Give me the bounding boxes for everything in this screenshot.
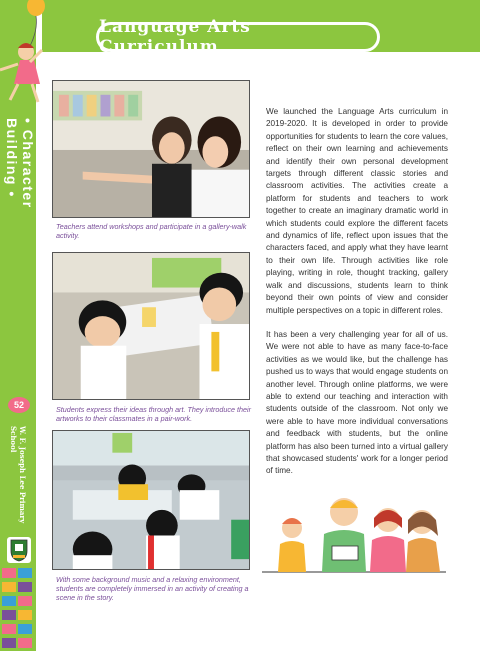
reading-family-illustration bbox=[262, 488, 446, 574]
section-label-vertical bbox=[4, 118, 36, 278]
color-block bbox=[18, 638, 32, 648]
photo-caption: With some background music and a relaxing environment, students are completely immersed in an activity of creating a scene in the story. bbox=[56, 575, 249, 602]
color-block bbox=[2, 610, 16, 620]
photo-caption: Teachers attend workshops and participate in a gallery-walk activity. bbox=[56, 222, 247, 240]
school-crest-icon bbox=[7, 537, 31, 563]
color-block bbox=[18, 568, 32, 578]
color-block bbox=[2, 638, 16, 648]
color-block bbox=[18, 610, 32, 620]
color-block bbox=[18, 582, 32, 592]
section-label-text: • Character Building • bbox=[4, 118, 36, 209]
school-name-text: W. F. Joseph Lee Primary School bbox=[9, 426, 27, 524]
color-block bbox=[18, 624, 32, 634]
girl-with-balloon-illustration bbox=[0, 0, 60, 110]
article-body bbox=[266, 106, 448, 490]
color-block bbox=[18, 596, 32, 606]
classroom-activity-photo bbox=[52, 430, 250, 570]
color-blocks-decoration bbox=[0, 566, 36, 651]
page-title: Language Arts Curriculum bbox=[96, 22, 380, 52]
color-block bbox=[2, 624, 16, 634]
color-block bbox=[2, 596, 16, 606]
photo-caption: Students express their ideas through art. They introduce their artworks to their classmates in a pair-work. bbox=[56, 405, 251, 423]
paragraph: It has been a very challenging year for all of us. We were not able to have as many face-to-face activities as we would like, but the challenge has pushed us to ways that would engage students on another level. Through online platforms, we were able to extend our teaching and interaction with students outside of the classroom. Not only we were able to have more individual conversations and feedback with students, but the online platform has also been turned into a virtual gallery that showcased students' work for a longer period of time. bbox=[266, 329, 448, 476]
paragraph: We launched the Language Arts curriculum in 2019-2020. It is developed in order to provide opportunities for students to learn the core values, reflect on their own learning and achievements and identify their own personal development targets through different classic stories and classroom activities. The activities create a platform for students and teachers to work together to create an imaginary dramatic world in which students could explore the different facets and dynamics of life, reflect upon issues that the characters faced, and apply what they have learnt to their own life. Through activities like role playing, writing in role, thought tracking, gallery walk and discussions, students learn to think beyond their own points of view and consider multiple perspectives on a topic in different roles. bbox=[266, 107, 448, 315]
school-name-vertical bbox=[9, 426, 29, 536]
pair-work-photo bbox=[52, 252, 250, 400]
gallery-walk-photo bbox=[52, 80, 250, 218]
color-block bbox=[2, 568, 16, 578]
color-block bbox=[2, 582, 16, 592]
page-number-badge: 52 bbox=[8, 397, 30, 413]
